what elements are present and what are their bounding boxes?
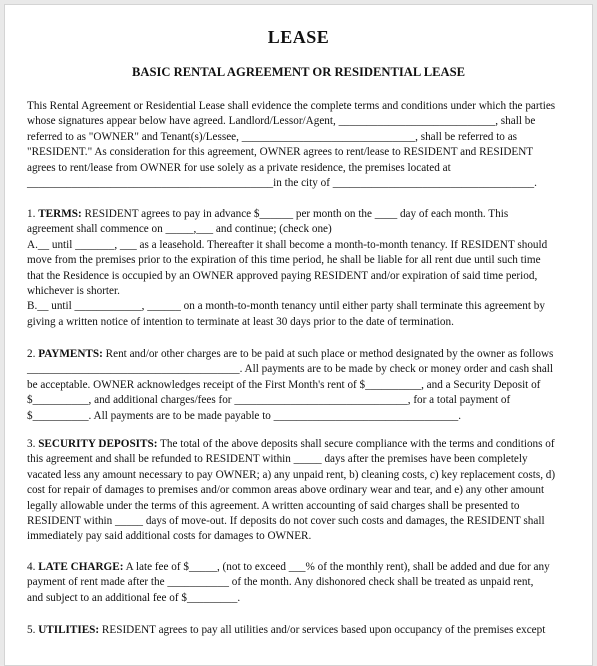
intro-line: whose signatures appear below have agreed. Landlord/Lessor/Agent, ____________________________, shall be bbox=[27, 115, 536, 128]
section-heading: UTILITIES: bbox=[38, 624, 100, 636]
section-security-deposits bbox=[27, 437, 575, 545]
section-first-line bbox=[27, 437, 575, 452]
section-line: $__________. All payments are to be made payable to _________________________________. bbox=[27, 409, 462, 422]
section-line: that the Residence is occupied by an OWNER approved paying RESIDENT and/or expiration of said time period, bbox=[27, 269, 538, 282]
section-first-line bbox=[27, 560, 575, 575]
intro-line: "RESIDENT." As consideration for this agreement, OWNER agrees to rent/lease to RESIDENT and RESIDENT bbox=[27, 146, 534, 159]
intro-line: agrees to rent/lease from OWNER for use solely as a private residence, the premises located at bbox=[27, 161, 451, 174]
document-title: LEASE bbox=[267, 27, 330, 47]
section-line: cost for repair of damages to premises and/or common areas above ordinary wear and tear, and e) any other amount bbox=[27, 484, 545, 497]
document-page bbox=[4, 4, 593, 666]
section-number: 4. bbox=[27, 561, 36, 573]
section-line: this agreement and shall be refunded to RESIDENT within _____ days after the premises have been completely bbox=[27, 453, 528, 466]
section-first-text: A late fee of $_____, (not to exceed ___% of the monthly rent), shall be added and due for any bbox=[123, 561, 550, 573]
intro-paragraph bbox=[27, 99, 575, 191]
section-line: immediately pay said additional costs for damages to OWNER. bbox=[27, 530, 312, 543]
section-line: legally allowable under the terms of this agreement. A written accounting of said charges shall be presented to bbox=[27, 499, 520, 512]
section-late-charge bbox=[27, 560, 575, 606]
section-first-text: The total of the above deposits shall secure compliance with the terms and conditions of bbox=[157, 438, 555, 450]
section-first-text: RESIDENT agrees to pay in advance $______ per month on the ____ day of each month. This bbox=[81, 208, 509, 220]
section-line: $__________, and additional charges/fees for _______________________________, for a total payment of bbox=[27, 394, 511, 407]
section-number: 1. bbox=[27, 208, 36, 220]
intro-line: referred to as "OWNER" and Tenant(s)/Lessee, _______________________________, shall be referred to as bbox=[27, 130, 518, 143]
section-number: 3. bbox=[27, 438, 36, 450]
section-line: payment of rent made after the ___________ of the month. Any dishonored check shall be treated as unpaid rent, bbox=[27, 576, 534, 589]
intro-line: ____________________________________________in the city of ____________________________________. bbox=[27, 177, 537, 190]
section-line: move from the premises prior to the expiration of this time period, he shall be liable for all rent due until such time bbox=[27, 254, 541, 267]
section-line: B.__ until ____________, ______ on a month-to-month tenancy until either party shall terminate this agreement by bbox=[27, 300, 545, 313]
section-first-line bbox=[27, 207, 575, 222]
section-first-line bbox=[27, 347, 575, 362]
section-heading: PAYMENTS: bbox=[38, 348, 103, 360]
section-payments bbox=[27, 347, 575, 424]
section-first-line bbox=[27, 623, 575, 638]
intro-line: This Rental Agreement or Residential Lease shall evidence the complete terms and conditions under which the parties bbox=[27, 100, 556, 112]
section-line: whichever is shorter. bbox=[27, 285, 120, 298]
section-first-text: RESIDENT agrees to pay all utilities and/or services based upon occupancy of the premises except bbox=[99, 624, 546, 636]
section-heading: SECURITY DEPOSITS: bbox=[38, 438, 158, 450]
section-first-text: Rent and/or other charges are to be paid at such place or method designated by the owner as follows bbox=[102, 348, 554, 360]
section-line: agreement shall commence on _____,___ and continue; (check one) bbox=[27, 223, 332, 236]
section-number: 5. bbox=[27, 624, 36, 636]
section-terms bbox=[27, 207, 575, 330]
section-line: vacated less any amount necessary to pay OWNER; a) any unpaid rent, b) cleaning costs, c) key replacement costs, d) bbox=[27, 468, 556, 481]
section-line: be acceptable. OWNER acknowledges receipt of the First Month's rent of $__________, and a Security Deposit of bbox=[27, 378, 541, 391]
section-line: RESIDENT within _____ days of move-out. If deposits do not cover such costs and damages, the RESIDENT shall bbox=[27, 515, 545, 528]
section-heading: TERMS: bbox=[38, 208, 82, 220]
section-line: and subject to an additional fee of $_________. bbox=[27, 591, 241, 604]
section-line: A.__ until _______, ___ as a leasehold. Thereafter it shall become a month-to-month tenancy. If RESIDENT should bbox=[27, 238, 548, 251]
section-line: giving a written notice of intention to terminate at least 30 days prior to the date of termination. bbox=[27, 315, 454, 328]
document-subtitle: BASIC RENTAL AGREEMENT OR RESIDENTIAL LEASE bbox=[131, 65, 465, 79]
section-heading: LATE CHARGE: bbox=[38, 561, 124, 573]
section-utilities bbox=[27, 623, 575, 638]
section-number: 2. bbox=[27, 348, 36, 360]
section-line: ______________________________________. All payments are to be made by check or money order and cash shall bbox=[27, 363, 554, 376]
